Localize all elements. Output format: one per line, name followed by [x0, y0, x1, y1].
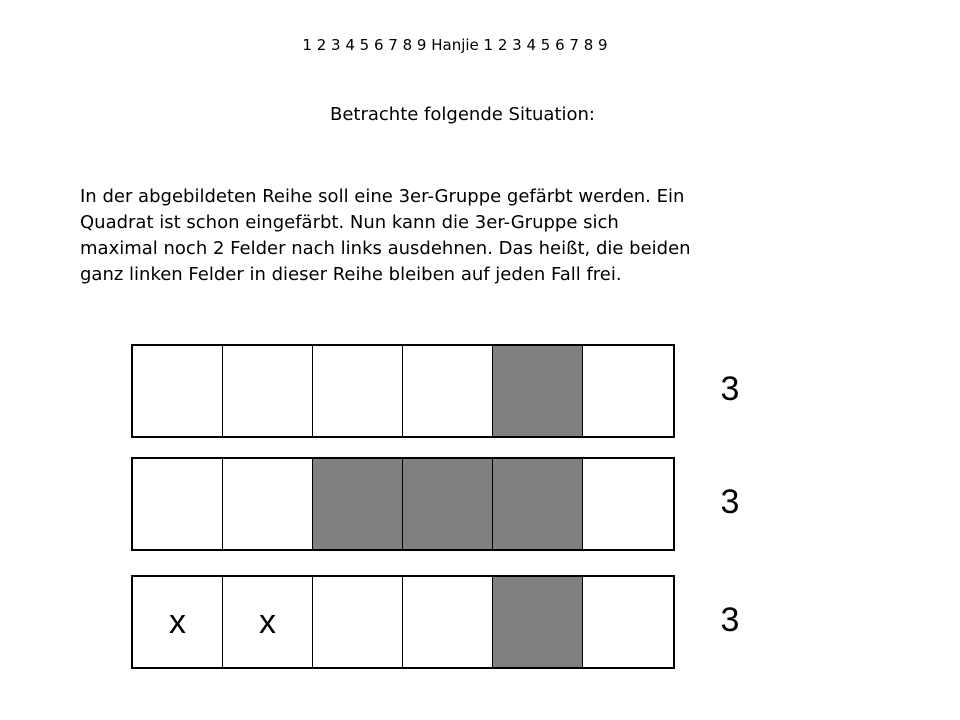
empty-cell[interactable]: [133, 459, 223, 549]
paragraph-line: ganz linken Felder in dieser Reihe bleiben auf jeden Fall frei.: [80, 264, 622, 285]
empty-cell[interactable]: [313, 346, 403, 436]
filled-cell[interactable]: [493, 459, 583, 549]
marked-cell[interactable]: x: [223, 577, 313, 667]
empty-cell[interactable]: [583, 577, 673, 667]
puzzle-row-3: [131, 575, 675, 669]
empty-cell[interactable]: [583, 459, 673, 549]
row-clue: 3: [720, 483, 740, 521]
empty-cell[interactable]: [403, 346, 493, 436]
paragraph-line: Quadrat ist schon eingefärbt. Nun kann die 3er-Gruppe sich: [80, 212, 619, 233]
empty-cell[interactable]: [403, 577, 493, 667]
paragraph-line: In der abgebildeten Reihe soll eine 3er-Gruppe gefärbt werden. Ein: [80, 186, 685, 207]
filled-cell[interactable]: [493, 577, 583, 667]
filled-cell[interactable]: [403, 459, 493, 549]
empty-cell[interactable]: [223, 459, 313, 549]
row-clue: 3: [720, 601, 740, 639]
empty-cell[interactable]: [583, 346, 673, 436]
filled-cell[interactable]: [313, 459, 403, 549]
puzzle-row-2: [131, 457, 675, 551]
explanation-paragraph: [80, 184, 880, 288]
empty-cell[interactable]: [223, 346, 313, 436]
row-clue: 3: [720, 370, 740, 408]
subtitle: Betrachte folgende Situation:: [329, 104, 596, 125]
filled-cell[interactable]: [493, 346, 583, 436]
empty-cell[interactable]: [313, 577, 403, 667]
page-header: 1 2 3 4 5 6 7 8 9 Hanjie 1 2 3 4 5 6 7 8 9: [302, 36, 608, 54]
paragraph-line: maximal noch 2 Felder nach links ausdehnen. Das heißt, die beiden: [80, 238, 691, 259]
empty-cell[interactable]: [133, 346, 223, 436]
puzzle-row-1: [131, 344, 675, 438]
marked-cell[interactable]: x: [133, 577, 223, 667]
